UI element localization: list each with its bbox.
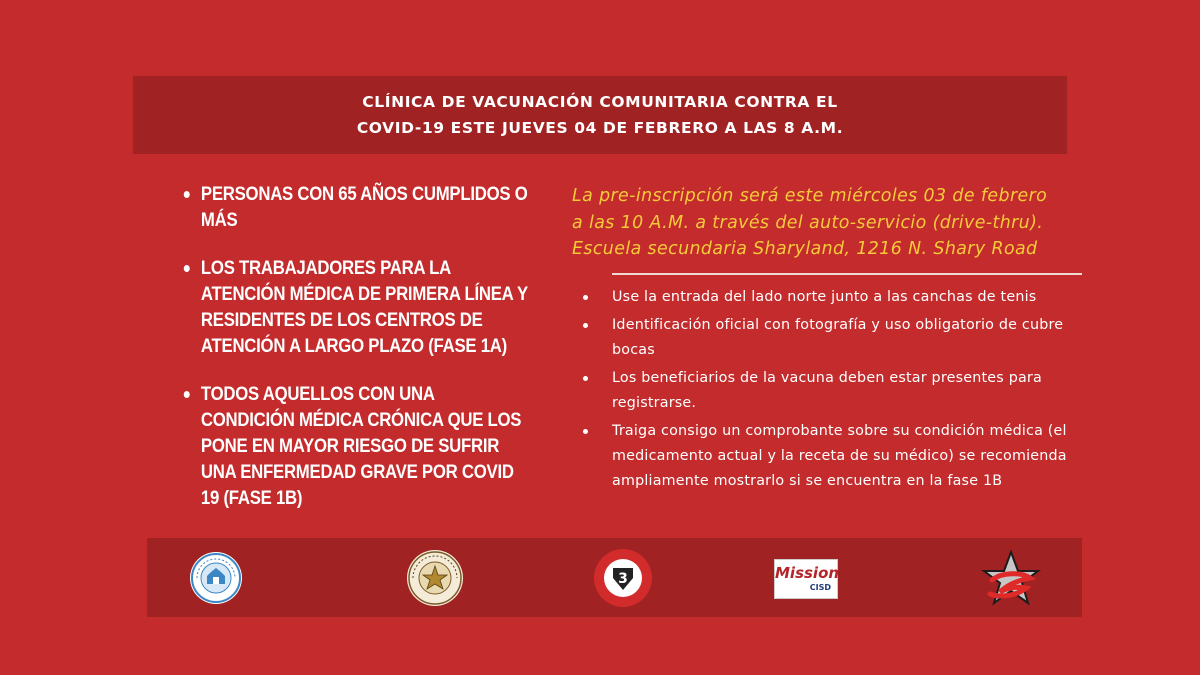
instruction-item [580,285,1100,310]
eligibility-item [182,255,528,359]
instruction-item [580,419,1100,494]
notice-line-1: La pre-inscripción será este miércoles 03 de febrero [572,186,1048,206]
eligibility-item [182,381,528,511]
eligibility-item-text: LOS TRABAJADORES PARA LA ATENCIÓN MÉDICA DE PRIMERA LÍNEA Y RESIDENTES DE LOS CENTROS DE ATENCIÓN A LARGO PLAZO (FASE 1A) [200,257,528,357]
eligibility-item-text: TODOS AQUELLOS CON UNA CONDICIÓN MÉDICA CRÓNICA QUE LOS PONE EN MAYOR RIESGO DE SUFRIR UNA ENFERMEDAD GRAVE POR COVID 19 (FASE 1B) [200,383,522,509]
instruction-item-text: Use la entrada del lado norte junto a las canchas de tenis [612,289,1037,305]
instruction-item [580,366,1100,416]
bullet-icon [583,376,588,381]
instruction-item-text: Los beneficiarios de la vacuna deben estar presentes para registrarse. [612,370,1042,411]
hidalgo-county-precinct-3-icon [593,548,653,608]
mission-cisd-name: Mission [775,564,840,582]
bullet-icon [184,191,190,198]
event-title-line-1: CLÍNICA DE VACUNACIÓN COMUNITARIA CONTRA EL [362,93,838,111]
notice-line-2: a las 10 A.M. a través del auto-servicio (drive-thru). [572,212,1044,233]
divider [612,273,1082,275]
eligibility-list [182,181,528,533]
bullet-icon [583,429,588,434]
city-of-mission-seal-icon [189,551,243,605]
bullet-icon [583,295,588,300]
mission-cisd-sub: CISD [809,583,831,592]
mission-cisd-logo-icon [774,559,838,599]
instruction-item-text: Traiga consigo un comprobante sobre su condición médica (el medicamento actual y la receta de su médico) se recomienda ampliamente mostrarlo si se encuentra en la fase 1B [612,423,1067,489]
event-title-line-2: COVID-19 ESTE JUEVES 04 DE FEBRERO A LAS 8 A.M. [356,119,844,137]
eligibility-item [182,181,528,233]
instructions-list [580,285,1100,497]
pre-registration-notice [572,183,1172,263]
bullet-icon [583,323,588,328]
instruction-item-text: Identificación oficial con fotografía y uso obligatorio de cubre bocas [612,317,1064,358]
bullet-icon [184,391,190,398]
sharyland-star-logo-icon [980,550,1042,606]
bullet-icon [184,265,190,272]
instruction-item [580,313,1100,363]
notice-line-3: Escuela secundaria Sharyland, 1216 N. Shary Road [572,239,1038,259]
eligibility-item-text: PERSONAS CON 65 AÑOS CUMPLIDOS O MÁS [200,183,528,231]
precinct-number: 3 [618,571,628,587]
county-of-hidalgo-seal-icon [406,549,464,607]
event-title-banner [133,76,1067,154]
sponsor-logo-bar [147,538,1082,617]
